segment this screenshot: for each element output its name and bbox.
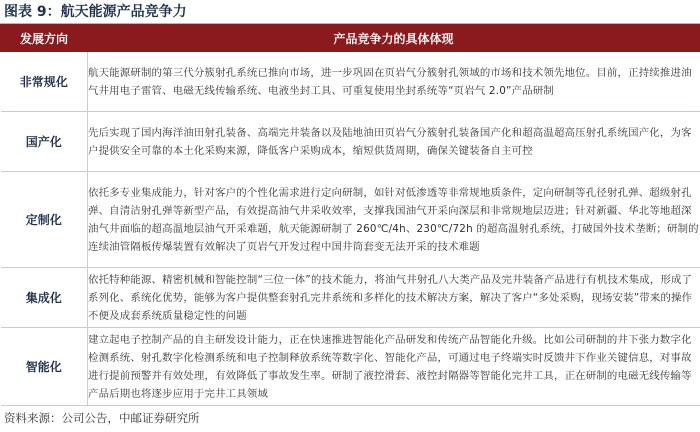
- table-row: [1, 112, 700, 172]
- table-header-row: [1, 25, 700, 52]
- row-detail: 建立起电子控制产品的自主研发设计能力，正在快速推进智能化产品研发和传统产品智能化升级。比如公司研制的井下张力数字化检测系统、射孔数字化检测系统和电子控制释放系统等数字化、智能化产品，可通过电子终端实时反馈井下作业关键信息，对事故进行提前预警并有效处理，有效降低了事故发生率。研制了液控滑套、液控封隔器等智能化完井工具，正在研制的电磁无线传输等产品后期也将逐步应用于完井工具领域: [88, 328, 700, 406]
- header-direction: 发展方向: [1, 25, 88, 52]
- row-direction: 集成化: [1, 268, 88, 328]
- row-detail: 依托多专业集成能力，针对客户的个性化需求进行定向研制，如针对低渗透等非常规地质条件，定向研制等孔径射孔弹、超级射孔弹、自清洁射孔弹等新型产品，有效提高油气井采收效率，支撑我国油气开采向深层和非常规地层迈进；针对新疆、华北等地超深油气井面临的超高温地层油气开采难题，航天能源研制了 260℃/4h、230℃/72h 的超高温射孔系统，打破国外技术垄断；研制的连续油管隔板传爆装置有效解决了页岩气开发过程中国井筒套变无法开采的技术难题: [88, 172, 700, 268]
- row-direction: 智能化: [1, 328, 88, 406]
- row-detail: 航天能源研制的第三代分簇射孔系统已推向市场，进一步巩固在页岩气分簇射孔领域的市场和技术领先地位。目前，正持续推进油气井用电子雷管、电磁无线传输系统、电液坐封工具、可重复使用坐封系统等“页岩气 2.0”产品研制: [88, 52, 700, 112]
- table-row: [1, 328, 700, 406]
- row-direction: 非常规化: [1, 52, 88, 112]
- table-row: [1, 268, 700, 328]
- row-detail: 先后实现了国内海洋油田射孔装备、高端完井装备以及陆地油田页岩气分簇射孔装备国产化和超高温超高压射孔系统国产化，为客户提供安全可靠的本土化采购来源，降低客户采购成本，缩短供货周期，确保关键装备自主可控: [88, 112, 700, 172]
- table-row: [1, 52, 700, 112]
- table-row: [1, 172, 700, 268]
- source-note: 资料来源：公司公告，中邮证券研究所: [4, 411, 200, 425]
- header-detail: 产品竞争力的具体体现: [88, 25, 700, 52]
- row-direction: 定制化: [1, 172, 88, 268]
- row-detail: 依托特种能源、精密机械和智能控制“三位一体”的技术能力，将油气井射孔八大类产品及完井装备产品进行有机技术集成，形成了系列化、系统化优势，能够为客户提供整套射孔完井系统和多样化的技术解决方案，解决了客户“多处采购，现场安装”带来的操作不便及成套系统质量稳定性的问题: [88, 268, 700, 328]
- competitiveness-table: [0, 24, 700, 406]
- row-direction: 国产化: [1, 112, 88, 172]
- figure-title: 图表 9：航天能源产品竞争力: [0, 0, 700, 24]
